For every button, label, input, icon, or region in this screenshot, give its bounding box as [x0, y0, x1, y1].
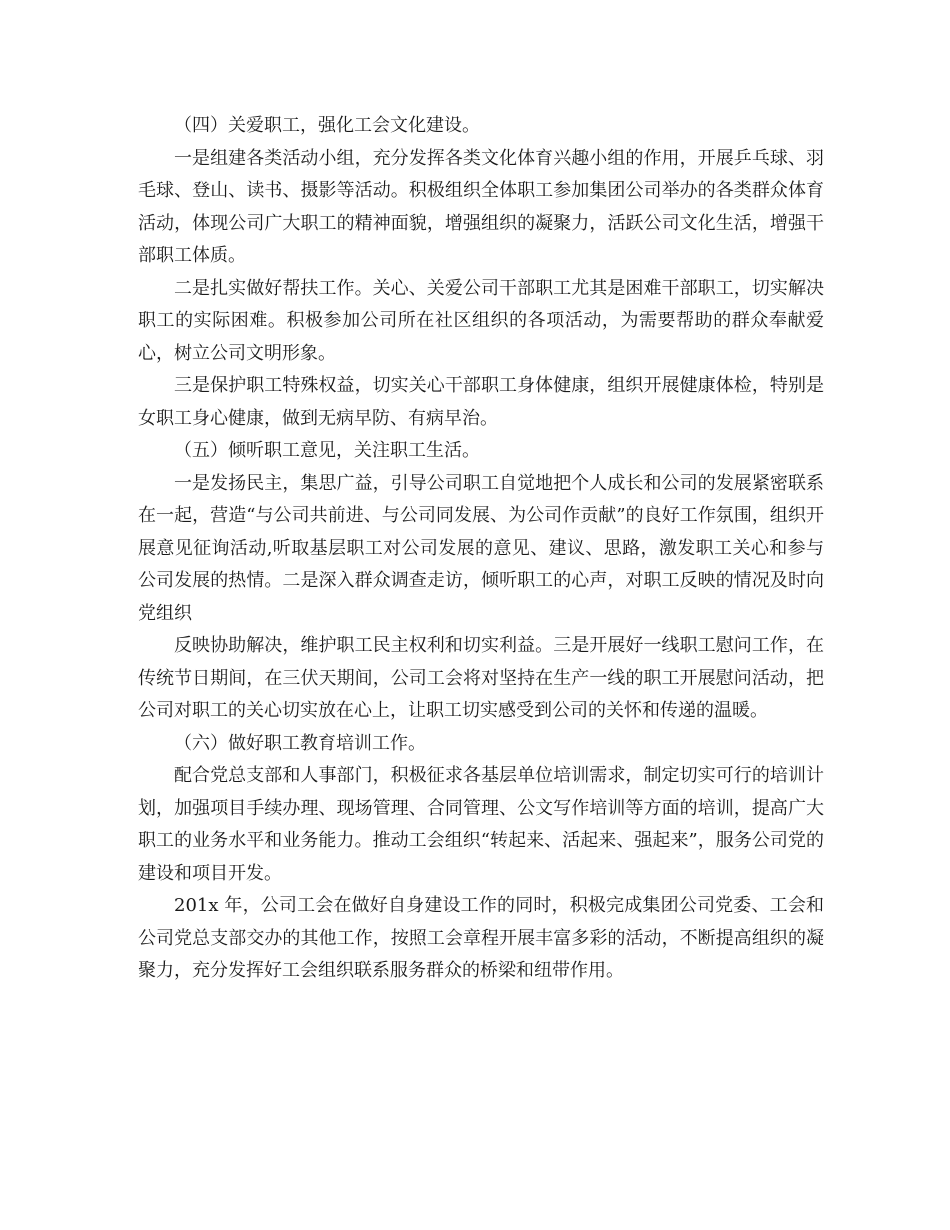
paragraph: 反映协助解决，维护职工民主权利和切实利益。三是开展好一线职工慰问工作，在传统节日期间，在三伏天期间，公司工会将对坚持在生产一线的职工开展慰问活动，把公司对职工的关心切实放在心上，让职工切实感受到公司的关怀和传递的温暖。 — [138, 635, 824, 721]
paragraph: 一是发扬民主，集思广益，引导公司职工自觉地把个人成长和公司的发展紧密联系在一起，营造“与公司共前进、与公司同发展、为公司作贡献”的良好工作氛围，组织开展意见征询活动,听取基层职工对公司发展的意见、建议、思路，激发职工关心和参与公司发展的热情。二是深入群众调查走访，倾听职工的心声，对职工反映的情况及时向党组织 — [138, 472, 824, 624]
paragraph: 配合党总支部和人事部门，积极征求各基层单位培训需求，制定切实可行的培训计划，加强项目手续办理、现场管理、合同管理、公文写作培训等方面的培训，提高广大职工的业务水平和业务能力。推动工会组织“转起来、活起来、强起来”，服务公司党的建设和项目开发。 — [138, 765, 824, 884]
paragraph: 三是保护职工特殊权益，切实关心干部职工身体健康，组织开展健康体检，特别是女职工身心健康，做到无病早防、有病早治。 — [138, 375, 824, 429]
section-heading-6: （六）做好职工教育培训工作。 — [174, 732, 426, 754]
paragraph: 一是组建各类活动小组，充分发挥各类文化体育兴趣小组的作用，开展乒乓球、羽毛球、登山、读书、摄影等活动。积极组织全体职工参加集团公司举办的各类群众体育活动，体现公司广大职工的精神面貌，增强组织的凝聚力，活跃公司文化生活，增强干部职工体质。 — [138, 147, 824, 266]
paragraph: 201x 年，公司工会在做好自身建设工作的同时，积极完成集团公司党委、工会和公司党总支部交办的其他工作，按照工会章程开展丰富多彩的活动，不断提高组织的凝聚力，充分发挥好工会组织联系服务群众的桥梁和纽带作用。 — [138, 895, 824, 981]
paragraph: 二是扎实做好帮扶工作。关心、关爱公司干部职工尤其是困难干部职工，切实解决职工的实际困难。积极参加公司所在社区组织的各项活动，为需要帮助的群众奉献爱心，树立公司文明形象。 — [138, 277, 824, 364]
section-heading-5: （五）倾听职工意见，关注职工生活。 — [174, 440, 480, 461]
document-body — [138, 110, 824, 988]
section-heading-4: （四）关爱职工，强化工会文化建设。 — [174, 115, 480, 136]
